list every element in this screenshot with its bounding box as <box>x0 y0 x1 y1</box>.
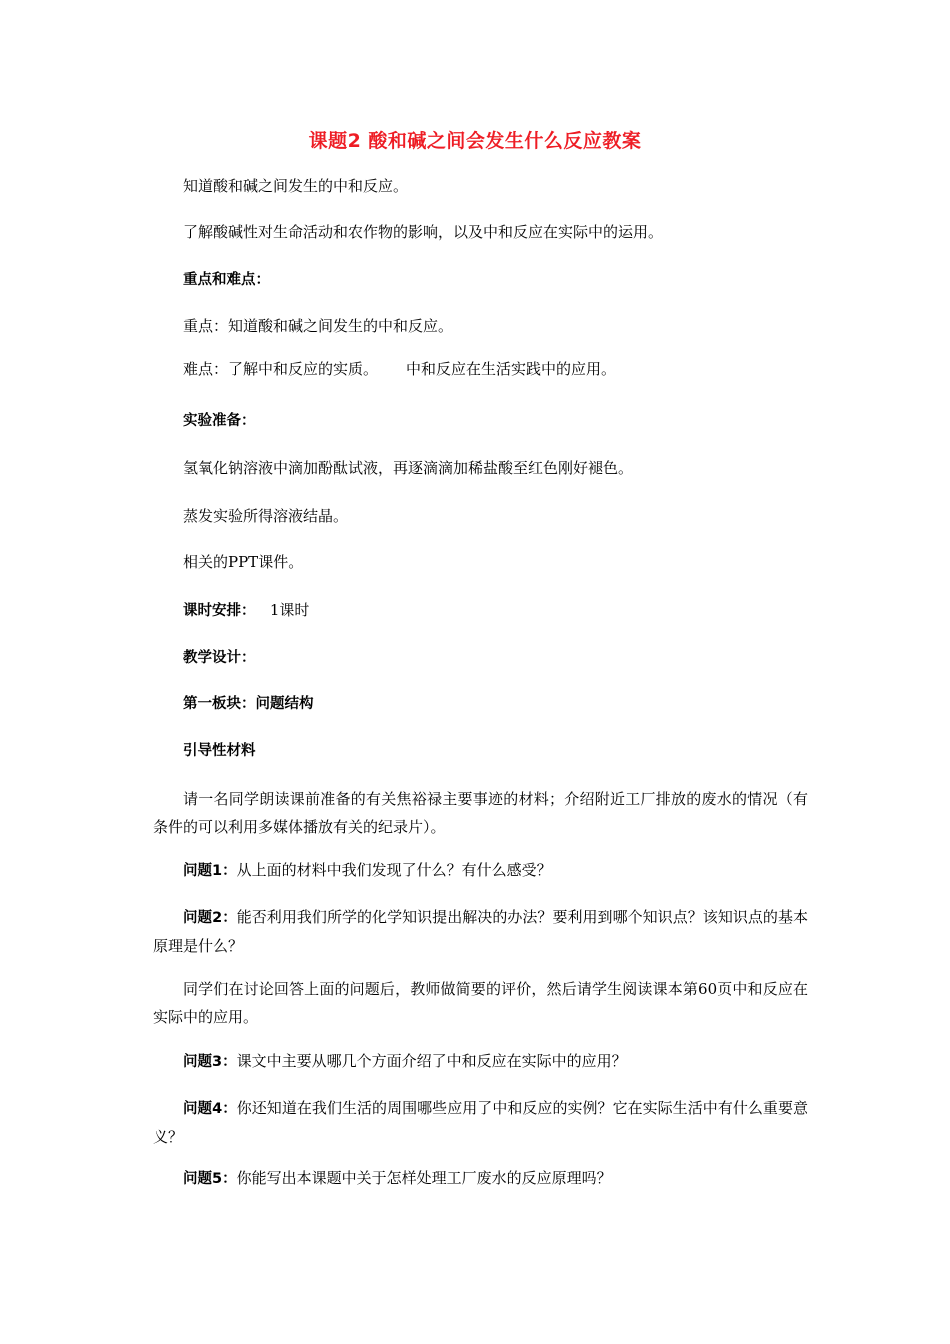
question-1 <box>183 860 552 881</box>
question-5-label: 问题5： <box>183 1171 237 1187</box>
difficulty-text-b: 中和反应在生活实践中的应用。 <box>406 360 617 378</box>
objective-2: 了解酸碱性对生命活动和农作物的影响，以及中和反应在实际中的运用。 <box>183 223 664 241</box>
material-heading: 引导性材料 <box>183 743 256 759</box>
question-2 <box>153 903 808 960</box>
discussion-paragraph: 同学们在讨论回答上面的问题后，教师做简要的评价，然后请学生阅读课本第60页中和反应在实际中的应用。 <box>153 980 808 1026</box>
document-title: 课题2 酸和碱之间会发生什么反应教案 <box>308 130 642 152</box>
schedule-line <box>183 600 309 621</box>
key-point-text: 重点：知道酸和碱之间发生的中和反应。 <box>183 317 454 335</box>
question-5-text: 你能写出本课题中关于怎样处理工厂废水的反应原理吗？ <box>236 1169 612 1187</box>
question-3-label: 问题3： <box>183 1054 237 1070</box>
question-1-label: 问题1： <box>183 863 237 879</box>
preparation-heading: 实验准备： <box>183 413 256 429</box>
question-4-label: 问题4： <box>183 1101 237 1117</box>
block-heading: 第一板块：问题结构 <box>183 696 314 712</box>
difficulty-line <box>183 359 616 379</box>
question-2-label: 问题2： <box>183 910 237 926</box>
question-3 <box>183 1051 627 1072</box>
preparation-item-2: 蒸发实验所得溶液结晶。 <box>183 507 349 525</box>
schedule-value: 1课时 <box>269 601 310 619</box>
question-4-text: 你还知道在我们生活的周围哪些应用了中和反应的实例？它在实际生活中有什么重要意义？ <box>153 1099 808 1146</box>
preparation-item-3: 相关的PPT课件。 <box>183 553 304 571</box>
schedule-label: 课时安排： <box>183 603 256 619</box>
objective-1: 知道酸和碱之间发生的中和反应。 <box>183 177 409 195</box>
question-2-text: 能否利用我们所学的化学知识提出解决的办法？要利用到哪个知识点？该知识点的基本原理是什么？ <box>153 908 808 955</box>
question-5 <box>183 1168 612 1189</box>
question-4 <box>153 1094 808 1151</box>
key-points-heading: 重点和难点： <box>183 272 270 288</box>
question-1-text: 从上面的材料中我们发现了什么？有什么感受？ <box>236 861 552 879</box>
difficulty-text-a: 难点：了解中和反应的实质。 <box>183 360 379 378</box>
material-paragraph: 请一名同学朗读课前准备的有关焦裕禄主要事迹的材料；介绍附近工厂排放的废水的情况（有条件的可以利用多媒体播放有关的纪录片）。 <box>153 790 808 836</box>
question-3-text: 课文中主要从哪几个方面介绍了中和反应在实际中的应用？ <box>236 1052 627 1070</box>
preparation-item-1: 氢氧化钠溶液中滴加酚酞试液，再逐滴滴加稀盐酸至红色刚好褪色。 <box>183 459 634 477</box>
design-heading: 教学设计： <box>183 650 256 666</box>
